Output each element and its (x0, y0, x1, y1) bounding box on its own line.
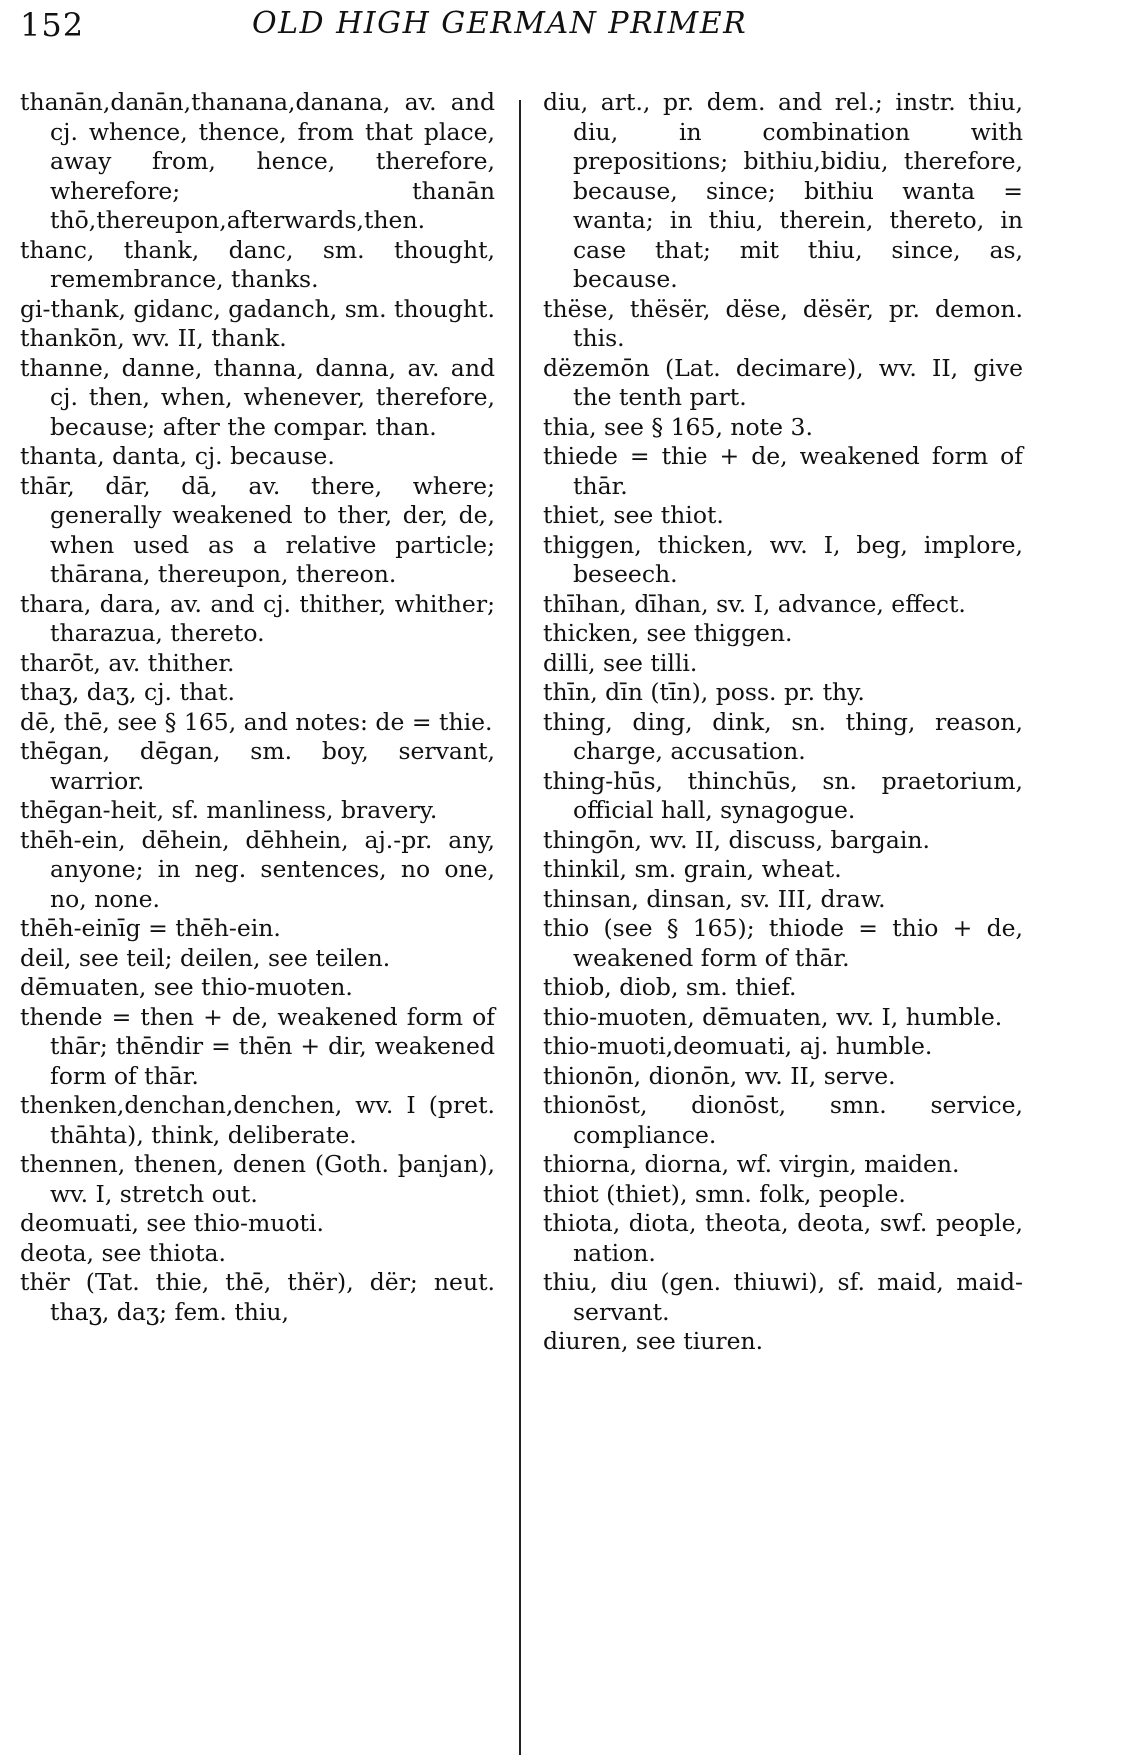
glossary-entry: thaʒ, daʒ, cj. that. (20, 678, 235, 706)
glossary-entry: thār, dār, dā, av. there, where; generally weakened to ther, der, de, when used as a relative particle; thārana, thereupon, thereon. (20, 471, 495, 588)
glossary-entry: thanne, danne, thanna, danna, av. and cj. then, when, whenever, therefore, because; after the compar. than. (20, 353, 495, 441)
glossary-entry: thiet, see thiot. (543, 501, 724, 529)
glossary-entry: thiot (thiet), smn. folk, people. (543, 1179, 906, 1208)
glossary-entry: thanān,danān,thanana,danana, av. and cj. whence, thence, from that place, away from, hence, therefore, wherefore; thanān thō,thereupon,afterwards,then. (20, 88, 495, 234)
glossary-entry: diuren, see tiuren. (543, 1327, 764, 1355)
glossary-entry: thende = then + de, weakened form of thār; thēndir = thēn + dir, weakened form of thār. (20, 1002, 495, 1090)
glossary-entry: thio-muoten, dēmuaten, wv. I, humble. (543, 1002, 1003, 1031)
glossary-entry: thara, dara, av. and cj. thither, whither; tharazua, thereto. (20, 589, 495, 647)
glossary-entry: thennen, thenen, denen (Goth. þanjan), wv. I, stretch out. (20, 1150, 495, 1208)
glossary-entry: thiu, diu (gen. thiuwi), sf. maid, maid-servant. (543, 1268, 1023, 1326)
glossary-entry: thëse, thësër, dëse, dësër, pr. demon. this. (543, 294, 1023, 352)
glossary-entry: deomuati, see thio-muoti. (20, 1209, 324, 1237)
glossary-entry: thing, ding, dink, sn. thing, reason, charge, accusation. (543, 707, 1023, 765)
glossary-entry: thiede = thie + de, weakened form of thār. (543, 442, 1023, 500)
glossary-entry: thēgan-heit, sf. manliness, bravery. (20, 796, 438, 824)
glossary-entry: thenken,denchan,denchen, wv. I (pret. thāhta), think, deliberate. (20, 1091, 495, 1149)
running-title: OLD HIGH GERMAN PRIMER (252, 6, 748, 41)
left-column (20, 88, 495, 1327)
column-divider (519, 100, 521, 1755)
glossary-entry: deil, see teil; deilen, see teilen. (20, 943, 391, 972)
glossary-entry: thiggen, thicken, wv. I, beg, implore, beseech. (543, 530, 1023, 588)
glossary-entry: thër (Tat. thie, thē, thër), dër; neut. thaʒ, daʒ; fem. thiu, (20, 1268, 495, 1326)
right-column (543, 88, 1023, 1357)
glossary-entry: thionōn, dionōn, wv. II, serve. (543, 1061, 896, 1090)
glossary-entry: thanc, thank, danc, sm. thought, remembrance, thanks. (20, 235, 495, 293)
glossary-entry: thanta, danta, cj. because. (20, 442, 335, 470)
glossary-entry: thio-muoti,deomuati, aj. humble. (543, 1032, 933, 1060)
glossary-entry: thio (see § 165); thiode = thio + de, weakened form of thār. (543, 914, 1023, 972)
glossary-entry: thēh-ein, dēhein, dēhhein, aj.-pr. any, anyone; in neg. sentences, no one, no, none. (20, 825, 495, 913)
glossary-entry: thicken, see thiggen. (543, 619, 793, 647)
glossary-entry: thionōst, dionōst, smn. service, compliance. (543, 1091, 1023, 1149)
glossary-entry: thīn, dīn (tīn), poss. pr. thy. (543, 678, 865, 706)
glossary-entry: thinsan, dinsan, sv. III, draw. (543, 884, 886, 913)
glossary-entry: dilli, see tilli. (543, 648, 698, 677)
glossary-entry: thankōn, wv. II, thank. (20, 324, 287, 352)
glossary-entry: gi-thank, gidanc, gadanch, sm. thought. (20, 294, 495, 323)
glossary-entry: thēh-einīg = thēh-ein. (20, 914, 281, 942)
glossary-entry: diu, art., pr. dem. and rel.; instr. thiu, diu, in combination with prepositions; bithiu,bidiu, therefore, because, since; bithiu wanta = wanta; in thiu, therein, thereto, in case that; mit thiu, since, as, because. (543, 88, 1023, 293)
page-number: 152 (20, 6, 85, 44)
glossary-entry: deota, see thiota. (20, 1238, 227, 1267)
glossary-entry: thing-hūs, thinchūs, sn. praetorium, official hall, synagogue. (543, 766, 1023, 824)
glossary-entry: thiob, diob, sm. thief. (543, 973, 797, 1001)
glossary-entry: dëzemōn (Lat. decimare), wv. II, give the tenth part. (543, 353, 1023, 411)
glossary-entry: thēgan, dēgan, sm. boy, servant, warrior. (20, 737, 495, 795)
glossary-entry: thiota, diota, theota, deota, swf. people, nation. (543, 1209, 1023, 1267)
glossary-entry: thia, see § 165, note 3. (543, 412, 813, 441)
page-header (20, 6, 1061, 50)
glossary-entry: thingōn, wv. II, discuss, bargain. (543, 825, 930, 854)
glossary-entry: tharōt, av. thither. (20, 648, 235, 677)
glossary-entry: dē, thē, see § 165, and notes: de = thie. (20, 707, 493, 736)
glossary-entry: thīhan, dīhan, sv. I, advance, effect. (543, 589, 966, 618)
glossary-entry: thiorna, diorna, wf. virgin, maiden. (543, 1150, 960, 1178)
glossary-entry: thinkil, sm. grain, wheat. (543, 855, 842, 883)
glossary-entry: dēmuaten, see thio-muoten. (20, 973, 353, 1001)
